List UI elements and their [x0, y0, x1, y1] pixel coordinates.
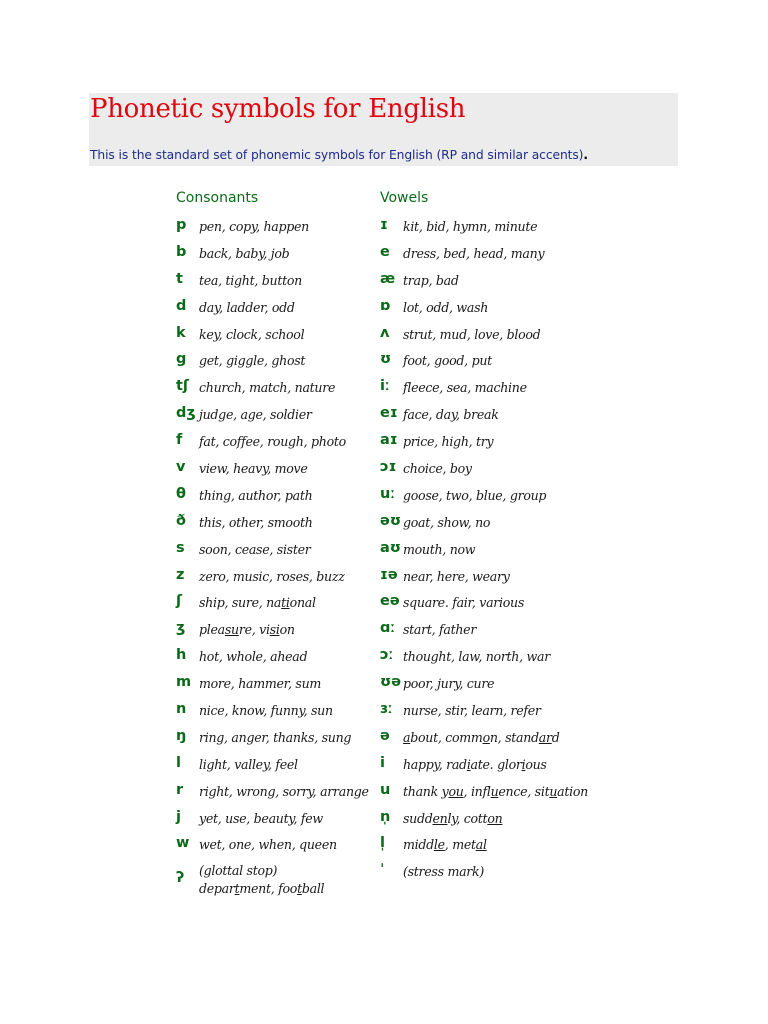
example-words	[199, 649, 307, 664]
example-words	[403, 837, 487, 852]
example-words	[199, 407, 312, 422]
example-text: price, high, try	[403, 434, 494, 450]
phonetic-symbol: d	[176, 297, 187, 314]
page-title: Phonetic symbols for English	[90, 94, 466, 124]
underlined-letters: on	[487, 810, 503, 826]
example-text: onal	[289, 595, 316, 611]
example-text: , infl	[463, 783, 491, 799]
example-text: near, here, weary	[403, 568, 510, 584]
example-words	[199, 622, 295, 637]
example-words	[199, 273, 302, 288]
example-text: goat, show, no	[403, 514, 491, 530]
example-text: choice, boy	[403, 461, 472, 477]
example-words	[403, 380, 527, 395]
example-text: foot, good, put	[403, 353, 492, 369]
phonetic-symbol: h	[176, 647, 187, 664]
phonetic-symbol: e	[380, 243, 390, 260]
example-words	[403, 622, 476, 637]
example-text: this, other, smooth	[199, 514, 313, 530]
phonetic-symbol: əʊ	[380, 512, 402, 529]
phonetic-symbol: r	[176, 781, 184, 798]
example-text: n, stand	[489, 729, 539, 745]
phonetic-symbol: t	[176, 270, 183, 287]
example-text: ring, anger, thanks, sung	[199, 729, 352, 745]
example-text: hot, whole, ahead	[199, 649, 308, 665]
example-words	[199, 515, 313, 530]
example-text: more, hammer, sum	[199, 676, 322, 692]
underlined-letters: u	[490, 783, 499, 799]
example-words	[199, 862, 324, 898]
phonetic-symbol: l	[176, 754, 181, 771]
example-words	[199, 246, 289, 261]
example-text: view, heavy, move	[199, 461, 308, 477]
example-words	[199, 569, 345, 584]
example-text: thought, law, north, war	[403, 649, 550, 665]
phonetic-symbol: ɑː	[380, 620, 396, 637]
example-text: start, father	[403, 622, 477, 638]
example-text: thing, author, path	[199, 487, 313, 503]
example-words	[403, 676, 494, 691]
underlined-letters: en	[432, 810, 448, 826]
example-text: tea, tight, button	[199, 272, 302, 288]
example-words	[403, 784, 588, 799]
example-text: ly, cott	[447, 810, 488, 826]
phonetic-symbol: k	[176, 324, 186, 341]
glottal-stop-label: (glottal stop)	[199, 863, 278, 879]
example-words	[403, 327, 540, 342]
example-words	[403, 703, 541, 718]
example-words	[199, 488, 312, 503]
example-text: yet, use, beauty, few	[199, 810, 323, 826]
underlined-letters: o	[482, 729, 490, 745]
underlined-letters: t	[297, 881, 302, 897]
example-words	[403, 595, 524, 610]
example-words	[199, 730, 351, 745]
subtitle-period: .	[583, 148, 588, 162]
example-words	[403, 811, 502, 826]
phonetic-symbol: f	[176, 432, 183, 449]
phonetic-symbol: ʃ	[176, 593, 183, 610]
example-text: ball	[301, 881, 325, 897]
example-text: day, ladder, odd	[199, 299, 295, 315]
example-words	[199, 219, 309, 234]
example-text: sudd	[403, 810, 433, 826]
example-text: (stress mark)	[403, 864, 484, 880]
underlined-letters: le	[433, 837, 445, 853]
phonetic-symbol: ɔː	[380, 647, 394, 664]
example-words	[199, 353, 305, 368]
example-words	[403, 757, 547, 772]
phonetic-symbol: iː	[380, 378, 390, 395]
phonetic-symbol: ʊə	[380, 674, 402, 691]
example-text: trap, bad	[403, 272, 459, 288]
example-text: re, vi	[238, 622, 270, 638]
example-text: nurse, stir, learn, refer	[403, 703, 541, 719]
phonetic-symbol: l̩	[380, 835, 385, 852]
example-text: light, valley, feel	[199, 756, 298, 772]
phonetic-symbol: b	[176, 243, 187, 260]
example-words	[403, 649, 550, 664]
example-words	[199, 595, 316, 610]
example-text: face, day, break	[403, 407, 499, 423]
phonetic-symbol: ɒ	[380, 297, 391, 314]
underlined-letters: u	[549, 783, 558, 799]
vowels-heading: Vowels	[380, 190, 429, 206]
phonetic-symbol: ŋ	[176, 727, 187, 744]
example-text: poor, jury, cure	[403, 676, 495, 692]
page-subtitle	[90, 148, 588, 162]
example-text: lot, odd, wash	[403, 299, 489, 315]
example-text: ate. glor	[470, 756, 522, 772]
phonetic-symbol: ˈ	[380, 862, 385, 879]
example-text: key, clock, school	[199, 326, 305, 342]
example-text: judge, age, soldier	[199, 407, 312, 423]
underlined-letters: ti	[281, 595, 290, 611]
example-text: ment, foo	[239, 881, 298, 897]
phonetic-symbol: p	[176, 217, 187, 233]
example-text: ence, sit	[498, 783, 550, 799]
example-words	[199, 300, 295, 315]
example-words	[403, 569, 510, 584]
example-text: square. fair, various	[403, 595, 524, 611]
consonants-heading: Consonants	[176, 190, 259, 206]
underlined-letters: al	[475, 837, 487, 853]
phonetic-symbol: ʊ	[380, 351, 392, 368]
underlined-letters: y	[433, 756, 439, 772]
example-words	[199, 461, 308, 476]
example-text: back, baby, job	[199, 245, 290, 261]
example-words	[199, 784, 369, 799]
example-words	[403, 407, 499, 422]
example-text: depar	[199, 881, 235, 897]
example-words	[403, 461, 472, 476]
example-text: d	[551, 729, 560, 745]
example-text: mouth, now	[403, 541, 476, 557]
underlined-letters: i	[466, 756, 471, 772]
example-text: fleece, sea, machine	[403, 380, 527, 396]
phonetic-symbol: aʊ	[380, 539, 401, 556]
example-text: kit, bid, hymn, minute	[403, 219, 538, 234]
example-text: right, wrong, sorry, arrange	[199, 783, 369, 799]
example-text: fat, coffee, rough, photo	[199, 434, 346, 450]
example-text: strut, mud, love, blood	[403, 326, 541, 342]
example-words	[403, 434, 493, 449]
subtitle-text: This is the standard set of phonemic symbols for English (RP and similar accents)	[90, 148, 584, 162]
phonetic-symbol: ɪə	[380, 566, 398, 583]
phonetic-symbol: ə	[380, 727, 390, 744]
underlined-letters: su	[224, 622, 239, 638]
example-words	[403, 864, 484, 879]
example-text: midd	[403, 837, 434, 853]
example-text: on	[279, 622, 295, 638]
phonetic-symbol: j	[176, 808, 181, 825]
example-words	[403, 730, 560, 745]
phonetic-symbol: tʃ	[176, 378, 189, 395]
phonetic-symbol: i	[380, 754, 385, 771]
example-words	[199, 703, 333, 718]
example-words	[403, 246, 544, 261]
phonetic-symbol: g	[176, 351, 187, 368]
example-text: bout, comm	[410, 729, 483, 745]
example-words	[403, 515, 490, 530]
example-text: happ	[403, 756, 434, 772]
underlined-letters: a	[403, 729, 411, 745]
example-text: dress, bed, head, many	[403, 245, 545, 261]
phonetic-symbol: ɔɪ	[380, 459, 397, 476]
phonetic-symbol: z	[176, 566, 185, 583]
phonetic-symbol: eɪ	[380, 405, 398, 422]
example-words	[199, 380, 335, 395]
example-words	[199, 327, 304, 342]
example-text: plea	[199, 622, 225, 638]
phonetic-symbol: aɪ	[380, 432, 398, 449]
example-text: , rad	[438, 756, 467, 772]
phonetic-symbol: ʌ	[380, 324, 390, 341]
example-words	[403, 273, 459, 288]
example-text: church, match, nature	[199, 380, 336, 396]
example-text: wet, one, when, queen	[199, 837, 337, 853]
example-text: , met	[444, 837, 476, 853]
underlined-letters: t	[234, 881, 240, 897]
phonetic-symbol: s	[176, 539, 185, 556]
phonetic-symbol: u	[380, 781, 391, 798]
example-text: ation	[557, 783, 588, 799]
example-text: ous	[525, 756, 547, 772]
example-words	[403, 300, 488, 315]
phonetic-symbol: ʒ	[176, 620, 186, 637]
phonetic-symbol: w	[176, 835, 190, 852]
phonetic-symbol: æ	[380, 270, 396, 287]
example-words	[199, 676, 321, 691]
example-text: nice, know, funny, sun	[199, 703, 333, 719]
phonetic-symbol: ð	[176, 512, 186, 529]
phonetic-symbol: uː	[380, 485, 396, 502]
example-words	[199, 542, 310, 557]
example-words	[199, 434, 346, 449]
phonetic-symbol: n	[176, 701, 187, 718]
example-words	[199, 757, 298, 772]
phonetic-symbol: eə	[380, 593, 400, 610]
example-words	[403, 488, 546, 503]
example-text: pen, copy, happen	[199, 219, 309, 234]
phonetic-symbol: ɜː	[380, 701, 393, 718]
underlined-letters: ar	[538, 729, 552, 745]
example-text: goose, two, blue, group	[403, 487, 547, 503]
phonetic-symbol: m	[176, 674, 192, 691]
example-words	[403, 219, 537, 234]
example-words	[199, 837, 337, 852]
phonetic-symbol: dʒ	[176, 405, 196, 422]
example-text: ship, sure, na	[199, 595, 282, 611]
example-words	[199, 811, 323, 826]
phonetic-symbol: ɪ	[380, 217, 388, 233]
phonetic-symbol: v	[176, 459, 186, 476]
underlined-letters: si	[269, 622, 280, 638]
underlined-letters: ou	[448, 783, 464, 799]
example-text: thank y	[403, 783, 449, 799]
example-text: get, giggle, ghost	[199, 353, 306, 369]
example-text: soon, cease, sister	[199, 541, 311, 557]
phonetic-symbol: θ	[176, 485, 186, 502]
example-text: zero, music, roses, buzz	[199, 568, 345, 584]
underlined-letters: i	[521, 756, 526, 772]
phonetic-symbol: n̩	[380, 808, 391, 825]
example-words	[403, 353, 492, 368]
example-words	[403, 542, 475, 557]
phonetic-symbol: ʔ	[176, 870, 185, 887]
